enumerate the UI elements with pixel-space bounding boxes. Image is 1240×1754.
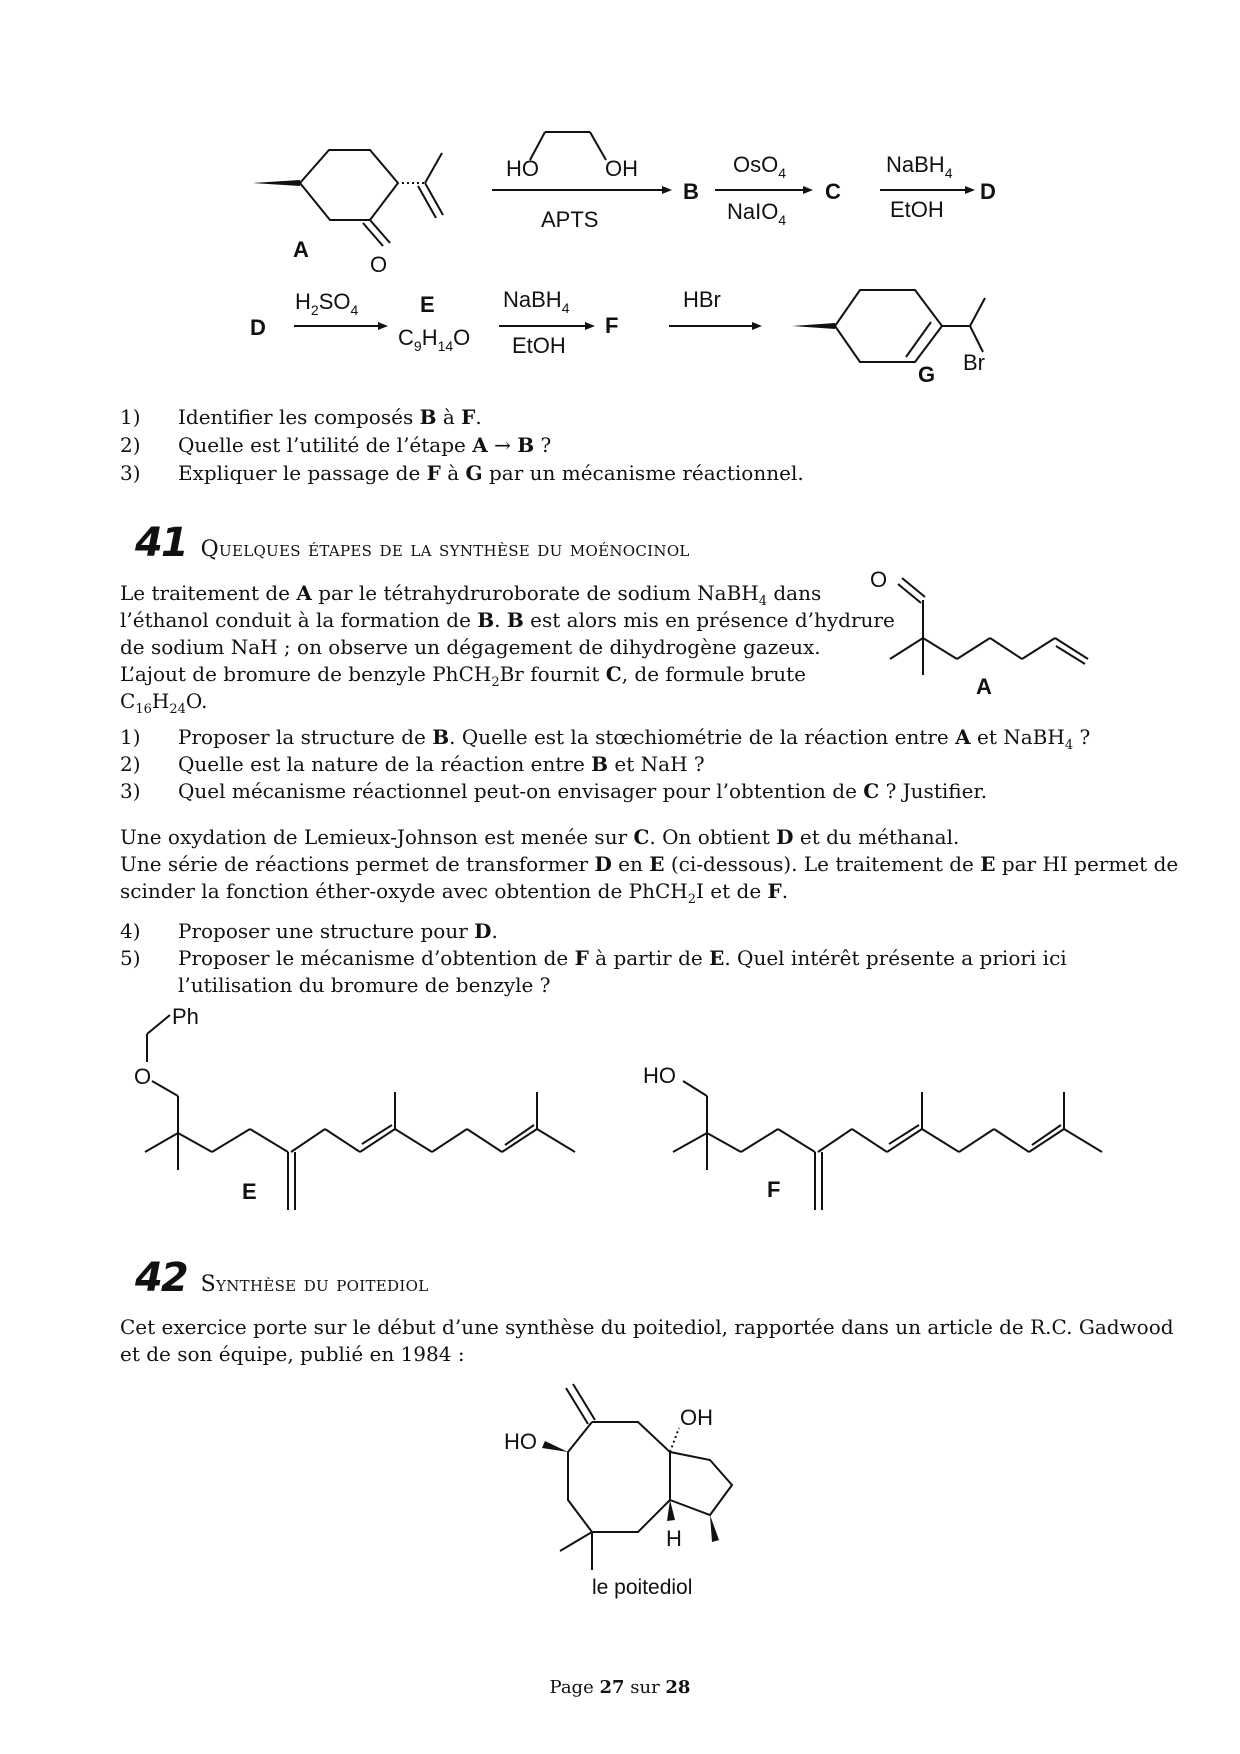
phenyl-group: Ph [172, 1004, 199, 1029]
ex41-para2-line-3: scinder la fonction éther-oxyde avec obtention de PhCH$_2$I et de F. [120, 879, 789, 907]
reagent-nabh4-2: NaBH$_4$ [503, 287, 570, 316]
label-D-scheme-2: D [250, 315, 266, 340]
reagent-h2so4: $H_2SO_4$ [295, 289, 359, 318]
diol-ho: HO [506, 156, 539, 181]
ex41-intro-line-2: l’éthanol conduit à la formation de B. B est alors mis en présence d’hydrure [120, 608, 895, 632]
hydroxyl-F: HO [643, 1063, 676, 1088]
hydroxyl-ho: HO [504, 1429, 537, 1454]
reagent-etoh-2: EtOH [512, 333, 566, 358]
label-G-scheme: G [918, 362, 936, 387]
ex42-intro-line-1: Cet exercice porte sur le début d’une synthèse du poitediol, rapportée dans un article de R.C. Gadwood [120, 1315, 1174, 1339]
ex41-para2-line-2: Une série de réactions permet de transformer D en E (ci-dessous). Le traitement de E par HI permet de [120, 852, 1179, 876]
reaction-scheme-40 [0, 0, 1240, 400]
ex41-intro-line-1: Le traitement de A par le tétrahydruroborate de sodium NaBH$_4$ dans [120, 581, 822, 609]
ex41-para2-line-1: Une oxydation de Lemieux-Johnson est menée sur C. On obtient D et du méthanal. [120, 825, 960, 849]
reagent-hbr: HBr [683, 287, 721, 312]
structures-E-F [0, 1000, 1240, 1225]
hydrogen-atom: H [666, 1526, 682, 1551]
label-E-scheme: E [420, 292, 435, 317]
reagent-etoh-1: EtOH [890, 197, 944, 222]
aldehyde-oxygen: O [870, 567, 888, 592]
label-A-scheme: A [293, 237, 309, 262]
diol-oh: OH [605, 156, 638, 181]
exercise-title: Quelques étapes de la synthèse du moénocinol [200, 537, 690, 562]
hydroxyl-oh: OH [680, 1405, 713, 1430]
structure-caption: le poitediol [592, 1576, 693, 1599]
reagent-naio4: NaIO$_4$ [727, 199, 787, 228]
structure-A-aldehyde [860, 560, 1120, 710]
ex42-intro-line-2: et de son équipe, publié en 1984 : [120, 1342, 465, 1366]
ex41-intro-line-3: de sodium NaH ; on observe un dégagement de dihydrogène gazeux. [120, 635, 821, 659]
formula-E: $C_9H_{14}O$ [398, 325, 471, 354]
bromine-atom: Br [963, 350, 985, 375]
reagent-oso4: OsO$_4$ [733, 152, 787, 181]
label-D-scheme-1: D [980, 179, 996, 204]
carbonyl-oxygen: O [370, 252, 388, 277]
reagent-apts: APTS [541, 207, 599, 232]
label-B-scheme: B [683, 179, 699, 204]
ether-oxygen: O [134, 1064, 152, 1089]
label-C-scheme: C [825, 179, 841, 204]
exercise-number: 42 [135, 1255, 187, 1301]
poitediol-structure [480, 1370, 780, 1610]
label-F-41: F [767, 1177, 781, 1202]
exercise-41-heading [135, 520, 690, 566]
label-E-41: E [242, 1179, 257, 1204]
page-footer: Page 27 sur 28 [549, 1677, 691, 1698]
reagent-nabh4-1: NaBH$_4$ [886, 152, 953, 181]
ex41-intro-line-4: L’ajout de bromure de benzyle PhCH$_2$Br fournit C, de formule brute [120, 662, 806, 690]
label-A-41: A [976, 674, 992, 699]
ex41-intro-line-5: $C_{16}H_{24}O$. [120, 689, 208, 717]
exercise-42-heading [135, 1255, 428, 1301]
exercise-number: 41 [135, 520, 187, 566]
label-F-scheme: F [605, 313, 619, 338]
exercise-title: Synthèse du poitediol [200, 1272, 429, 1297]
